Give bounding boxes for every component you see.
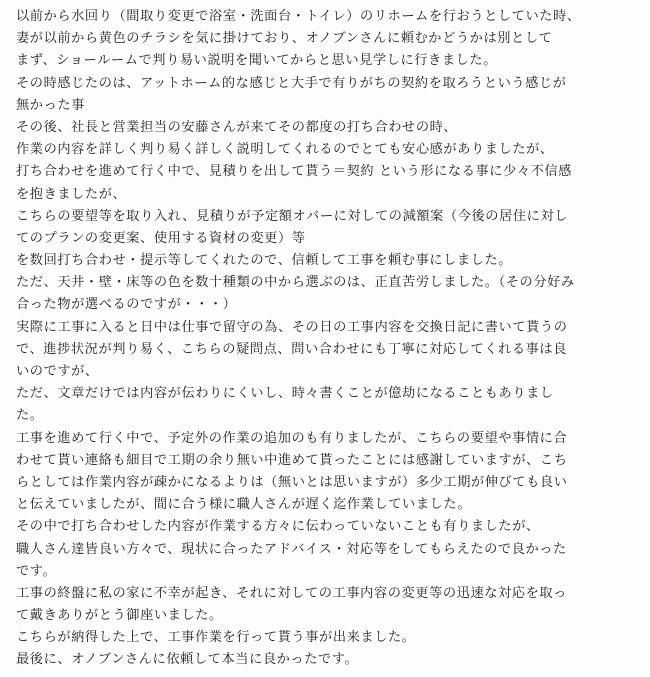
text-line: わせて貰い連絡も細目で工期の余り無い中進めて貰ったことには感謝していますが、こち	[16, 452, 568, 468]
text-line: いのですが、	[16, 364, 99, 379]
text-line: 職人さん達皆良い方々で、現状に合ったアドバイス・対応等をしてもらえたので良かった	[16, 541, 567, 557]
text-line: 打ち合わせを進めて行く中で、見積りを出して貰う＝契約 という形になる事に少々不信感	[16, 164, 573, 180]
text-line: 工事を進めて行く中で、予定外の作業の追加のも有りましたが、こちらの要望や事情に合	[16, 430, 568, 446]
text-line: まず、ショールームで判り易い説明を聞いてからと思い見学しに行きました。	[16, 53, 497, 69]
text-line: らとしては作業内容が疎かになるよりは（無いとは思いますが）多少工期が伸びても良い	[16, 474, 568, 490]
text-line: 工事の終盤に私の家に不幸が起き、それに対しての工事内容の変更等の迅速な対応を取っ	[16, 585, 567, 601]
text-line: です。	[16, 563, 57, 579]
text-line: その後、社長と営業担当の安藤さんが来てその都度の打ち合わせの時、	[16, 119, 458, 135]
text-line: と伝えていましたが、間に合う様に職人さんが遅く迄作業していました。	[16, 497, 471, 513]
text-line: ただ、天井・壁・床等の色を数十種類の中から選ぶのは、正直苦労しました。（その分好み	[16, 275, 575, 291]
text-line: その中で打ち合わせした内容が作業する方々に伝わっていないことも有りましたが、	[16, 519, 540, 535]
text-line: こちらの要望等を取り入れ、見積りが予定額オバーに対しての減額案（今後の居住に対し	[16, 208, 569, 224]
text-line: 妻が以前から黄色のチラシを気に掛けており、オノブンさんに頼むかどうかは別として	[16, 31, 553, 47]
text-line: こちらが納得した上で、工事作業を行って貰う事が出来ました。	[16, 630, 416, 646]
text-line: その時感じたのは、アットホーム的な感じと大手で有りがちの契約を取ろうという感じが	[16, 75, 567, 91]
text-line: で、進捗状況が判り易く、こちらの疑問点、問い合わせにも丁寧に対応してくれる事は良	[16, 341, 567, 357]
testimonial-text	[16, 6, 646, 672]
text-line: て戴きありがとう御座いました。	[16, 608, 223, 624]
text-line: を抱きましたが、	[16, 186, 127, 202]
text-line: 最後に、オノブンさんに依頼して本当に良かったです。	[16, 652, 359, 668]
text-line: ただ、文章だけでは内容が伝わりにくいし、時々書くことが億劫になることもありまし	[16, 386, 554, 402]
text-line: 以前から水回り（間取り変更で浴室・洗面台・トイレ）のリホームを行おうとしていた時、	[16, 9, 581, 24]
text-line: た。	[16, 408, 44, 424]
text-line: てのプランの変更案、使用する資材の変更）等	[16, 230, 306, 246]
text-line: 作業の内容を詳しく判り易く詳しく説明してくれるのでとても安心感がありましたが、	[16, 142, 554, 158]
text-line: 実際に工事に入ると日中は仕事で留守の為、その日の工事内容を交換日記に書いて貰うの	[16, 319, 568, 335]
text-line: 無かった事	[16, 97, 85, 113]
text-line: 合った物が選べるのですが・・・）	[16, 297, 237, 313]
text-line: を数回打ち合わせ・提示等してくれたので、信頼して工事を頼む事にしました。	[16, 253, 513, 269]
